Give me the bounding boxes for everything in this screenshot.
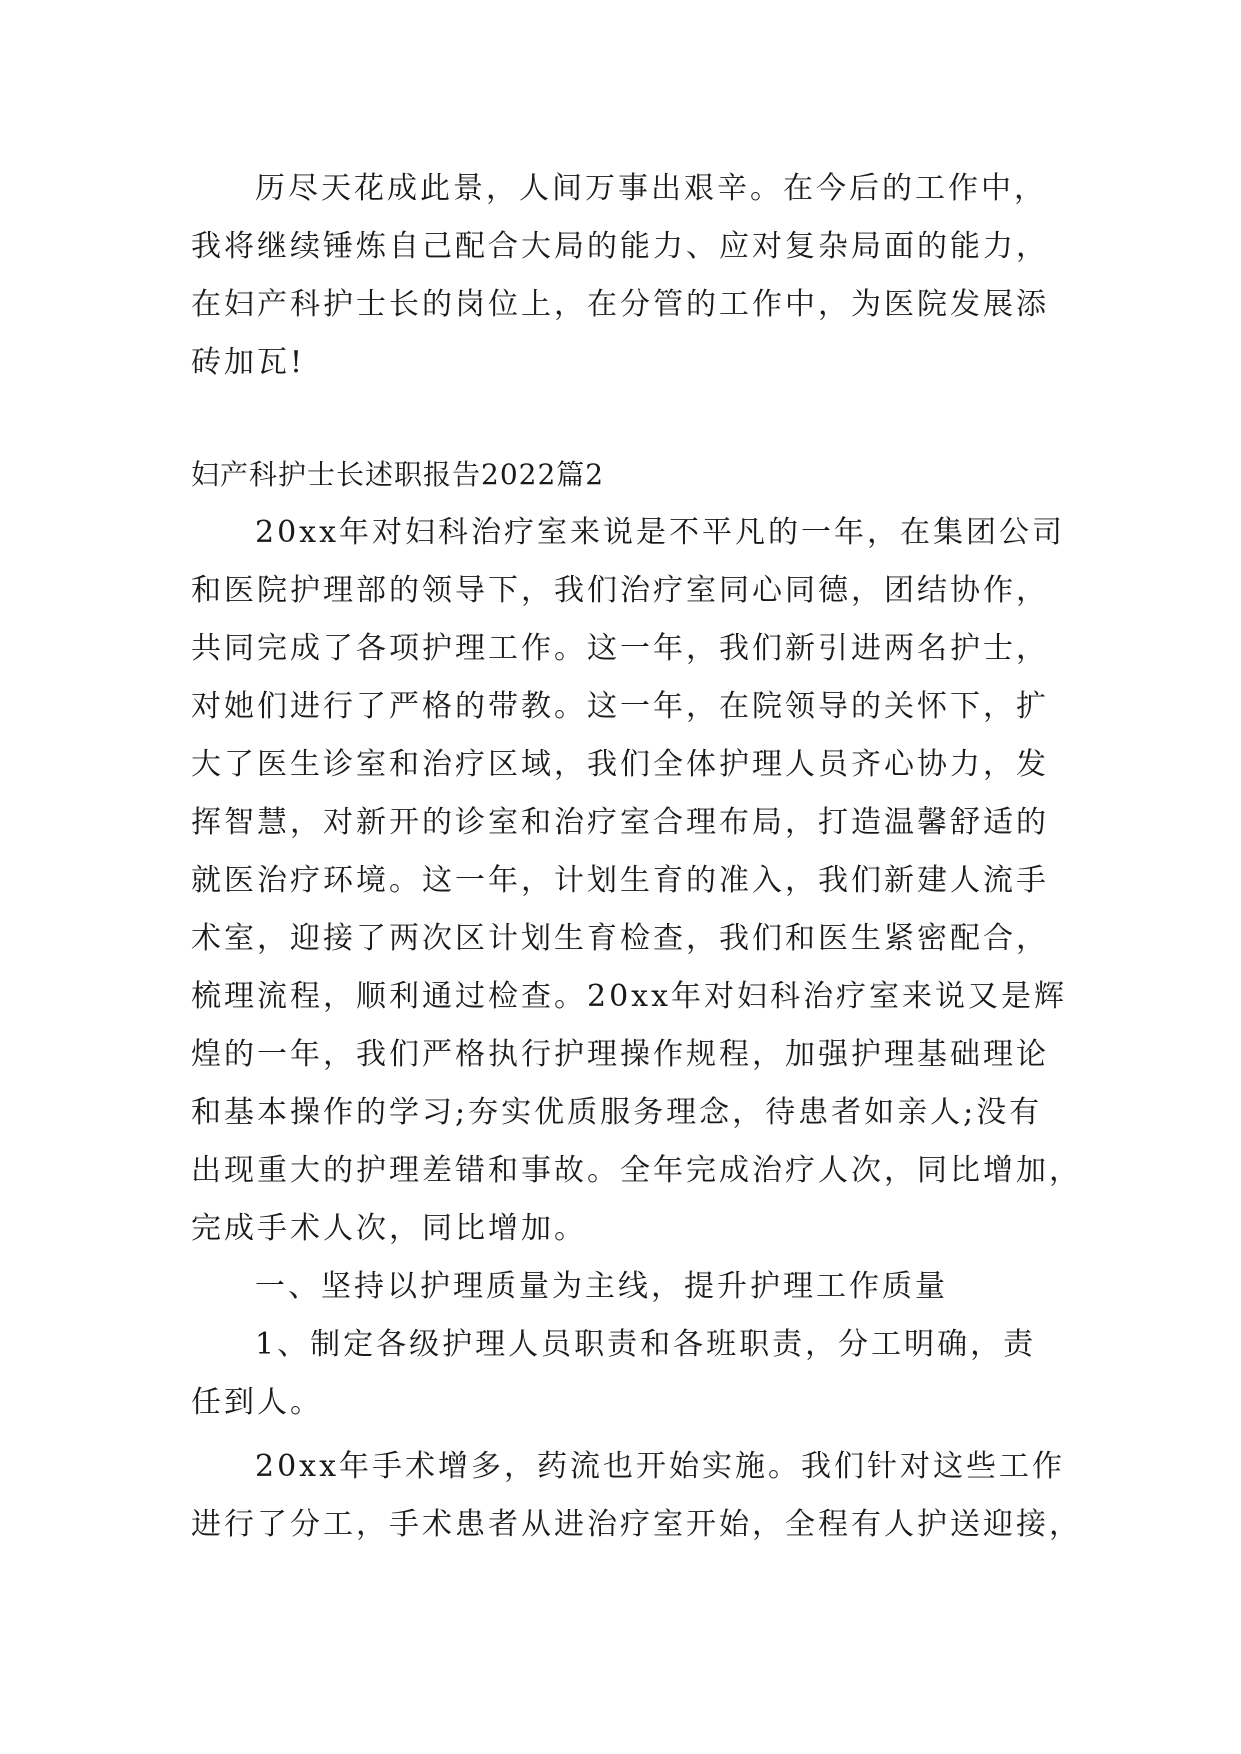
text-line: 1、制定各级护理人员职责和各班职责，分工明确，责	[255, 1327, 1037, 1362]
text-line: 和医院护理部的领导下，我们治疗室同心同德，团结协作，	[191, 573, 1049, 608]
text-line: 完成手术人次，同比增加。	[191, 1211, 587, 1246]
text-line: 进行了分工，手术患者从进治疗室开始，全程有人护送迎接，	[191, 1507, 1082, 1542]
text-line: 煌的一年，我们严格执行护理操作规程，加强护理基础理论	[191, 1037, 1049, 1072]
paragraph-gap	[191, 392, 1061, 446]
text-line: 大了医生诊室和治疗区域，我们全体护理人员齐心协力，发	[191, 747, 1049, 782]
text-line: 对她们进行了严格的带教。这一年，在院领导的关怀下，扩	[191, 689, 1049, 724]
text-line: 共同完成了各项护理工作。这一年，我们新引进两名护士，	[191, 631, 1049, 666]
text-line: 术室，迎接了两次区计划生育检查，我们和医生紧密配合，	[191, 921, 1049, 956]
text-line: 在妇产科护士长的岗位上，在分管的工作中，为医院发展添	[191, 287, 1049, 322]
text-line: 梳理流程，顺利通过检查。20xx年对妇科治疗室来说又是辉	[191, 979, 1068, 1014]
text-line: 历尽天花成此景，人间万事出艰辛。在今后的工作中，	[255, 171, 1047, 206]
text-line: 任到人。	[191, 1385, 323, 1420]
text-line: 20xx年对妇科治疗室来说是不平凡的一年，在集团公司	[255, 515, 1066, 550]
text-line: 20xx年手术增多，药流也开始实施。我们针对这些工作	[255, 1449, 1066, 1484]
text-line: 出现重大的护理差错和事故。全年完成治疗人次，同比增加，	[191, 1153, 1082, 1188]
section-heading: 妇产科护士长述职报告2022篇2	[191, 458, 605, 491]
list-item	[191, 1316, 1061, 1432]
text-line: 就医治疗环境。这一年，计划生育的准入，我们新建人流手	[191, 863, 1049, 898]
subsection-title: 一、坚持以护理质量为主线，提升护理工作质量	[255, 1269, 948, 1304]
text-line: 和基本操作的学习;夯实优质服务理念，待患者如亲人;没有	[191, 1095, 1043, 1130]
text-line: 砖加瓦!	[191, 345, 306, 380]
text-line: 我将继续锤炼自己配合大局的能力、应对复杂局面的能力，	[191, 229, 1049, 264]
text-line: 挥智慧，对新开的诊室和治疗室合理布局，打造温馨舒适的	[191, 805, 1049, 840]
document-body	[191, 160, 1082, 1554]
paragraph-summary	[191, 504, 1082, 1258]
paragraph-closing	[191, 160, 1061, 392]
paragraph-surgery	[191, 1438, 1082, 1554]
